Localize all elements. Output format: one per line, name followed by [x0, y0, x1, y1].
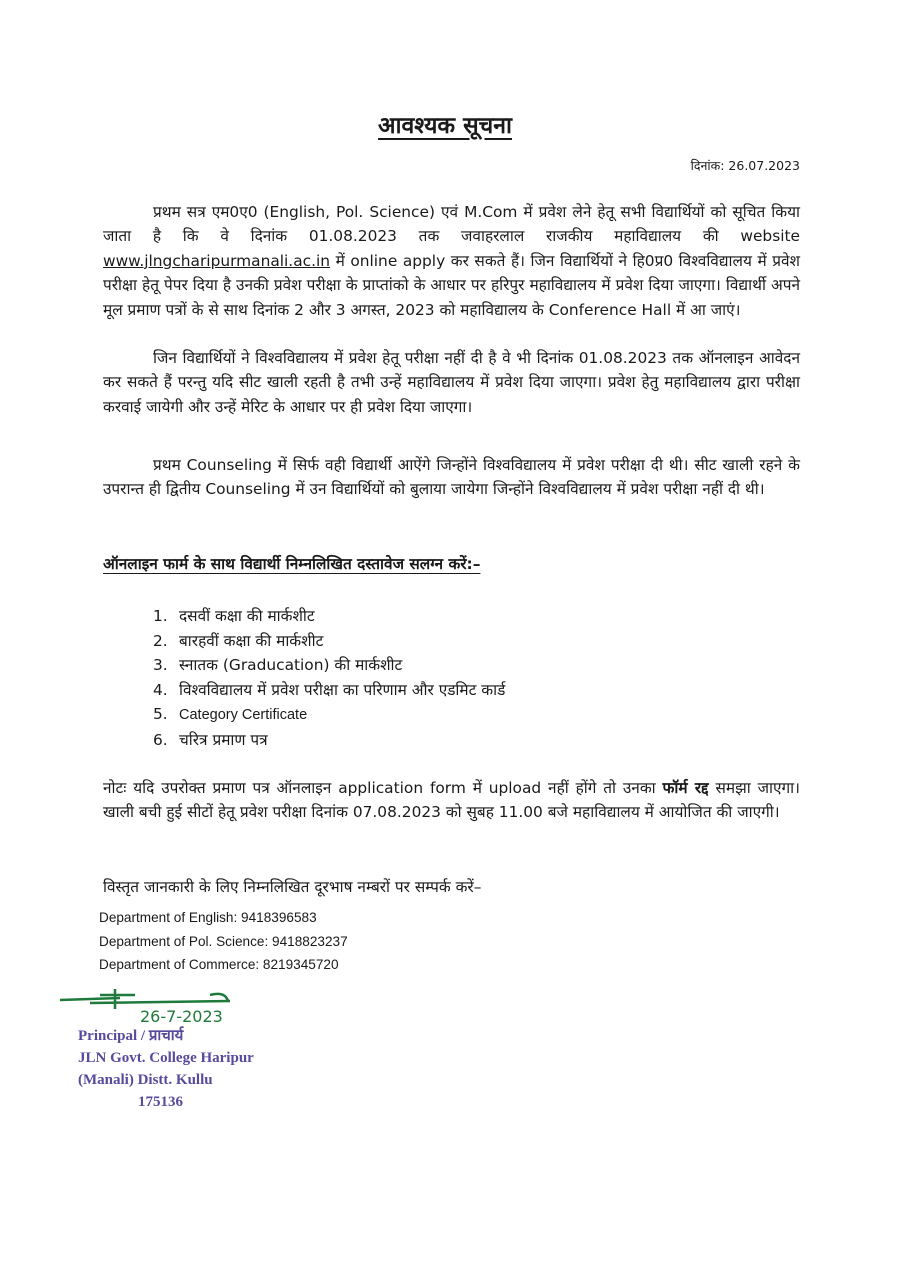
contact-commerce: Department of Commerce: 8219345720: [99, 957, 339, 972]
contact-pol-science: Department of Pol. Science: 9418823237: [99, 933, 348, 949]
documents-heading: ऑनलाइन फार्म के साथ विद्यार्थी निम्नलिखित दस्तावेज सलग्न करें:–: [103, 555, 481, 573]
notice-date: दिनांक: 26.07.2023: [690, 158, 800, 173]
website-url: www.jlngcharipurmanali.ac.in: [103, 251, 331, 270]
contact-intro: विस्तृत जानकारी के लिए निम्नलिखित दूरभाष नम्बरों पर सम्पर्क करें–: [103, 878, 482, 896]
list-item: [153, 604, 505, 629]
signature-stamp: [60, 985, 360, 1125]
paragraph-text: में online apply कर सकते हैं। जिन विद्यार्थियों ने हि0प्र0 विश्वविद्यालय में प्रवेश परीक्षा हेतू पेपर दिया है उनकी प्रवेश परीक्षा के प्राप्तांको के आधार पर हरिपुर महाविद्यालय में प्रवेश दिया जाएगा। विद्यार्थी अपने मूल प्रमाण पत्रों के से साथ दिनांक 2 और 3 अगस्त, 2023 को महाविद्यालय के Conference Hall में आ जाएं।: [103, 251, 800, 319]
note-bold-text: फॉर्म रद्द: [662, 779, 709, 797]
item-number: 4.: [153, 680, 168, 699]
item-number: 2.: [153, 631, 168, 650]
item-text: चरित्र प्रमाण पत्र: [179, 730, 268, 749]
signature-date: 26-7-2023: [140, 1007, 223, 1026]
list-item: [153, 728, 505, 753]
contact-english: Department of English: 9418396583: [99, 910, 317, 925]
item-text: दसवीं कक्षा की मार्कशीट: [179, 607, 315, 625]
item-number: 3.: [153, 656, 168, 674]
stamp-line: 175136: [138, 1094, 183, 1110]
paragraph-3: प्रथम Counseling में सिर्फ वही विद्यार्थी आऐंगे जिन्होंने विश्वविद्यालय में प्रवेश परीक्षा दी थी। सीट खाली रहने के उपरान्त ही द्वितीय Counseling में उन विद्यार्थियों को बुलाया जायेगा जिन्होंने विश्वविद्यालय में प्रवेश परीक्षा नहीं दी थी।: [103, 456, 800, 499]
item-number: 5.: [153, 705, 168, 723]
item-text: Category Certificate: [179, 707, 308, 723]
stamp-line: Principal / प्राचार्य: [78, 1028, 184, 1044]
list-item: [153, 702, 505, 728]
paragraph-2: जिन विद्यार्थियों ने विश्वविद्यालय में प्रवेश हेतू परीक्षा नहीं दी है वे भी दिनांक 01.08.2023 तक ऑनलाइन आवेदन कर सकते हैं परन्तु यदि सीट खाली रहती है तभी उन्हें महाविद्यालय में प्रवेश दिया जाएगा। प्रवेश हेतु महाविद्यालय द्वारा परीक्षा करवाई जायेगी और उन्हें मेरिट के आधार पर ही प्रवेश दिया जाएगा।: [103, 349, 800, 416]
list-item: [153, 629, 505, 654]
item-text: स्नातक (Graducation) की मार्कशीट: [179, 656, 403, 674]
documents-list: [153, 604, 505, 752]
note-text: नोटः यदि उपरोक्त प्रमाण पत्र ऑनलाइन application form में upload नहीं होंगे तो उनका: [103, 779, 663, 797]
item-number: 1.: [153, 607, 168, 625]
principal-stamp: [78, 1025, 254, 1113]
stamp-line: (Manali) Distt. Kullu: [78, 1072, 213, 1088]
paragraph-text: प्रथम सत्र एम0ए0 (English, Pol. Science) एवं M.Com में प्रवेश लेने हेतू सभी विद्यार्थियों को सूचित किया जाता है कि वे दिनांक 01.08.2023 तक जवाहरलाल राजकीय महाविद्यालय की website: [103, 203, 800, 246]
item-text: विश्वविद्यालय में प्रवेश परीक्षा का परिणाम और एडमिट कार्ड: [179, 680, 506, 699]
item-number: 6.: [153, 730, 168, 749]
list-item: [153, 653, 505, 678]
note: [103, 776, 800, 825]
item-text: बारहवीं कक्षा की मार्कशीट: [179, 631, 324, 650]
contact-list: [99, 906, 348, 977]
paragraph-1: [103, 200, 800, 322]
note-text: समझा जाएगा। खाली बची हुई सीटों हेतू प्रवेश परीक्षा दिनांक 07.08.2023 को सुबह 11.00 बजे महाविद्यालय में आयोजित की जाएगी।: [103, 779, 800, 822]
stamp-line: JLN Govt. College Haripur: [78, 1050, 254, 1066]
notice-title: आवश्यक सूचना: [378, 113, 512, 139]
list-item: [153, 678, 505, 703]
